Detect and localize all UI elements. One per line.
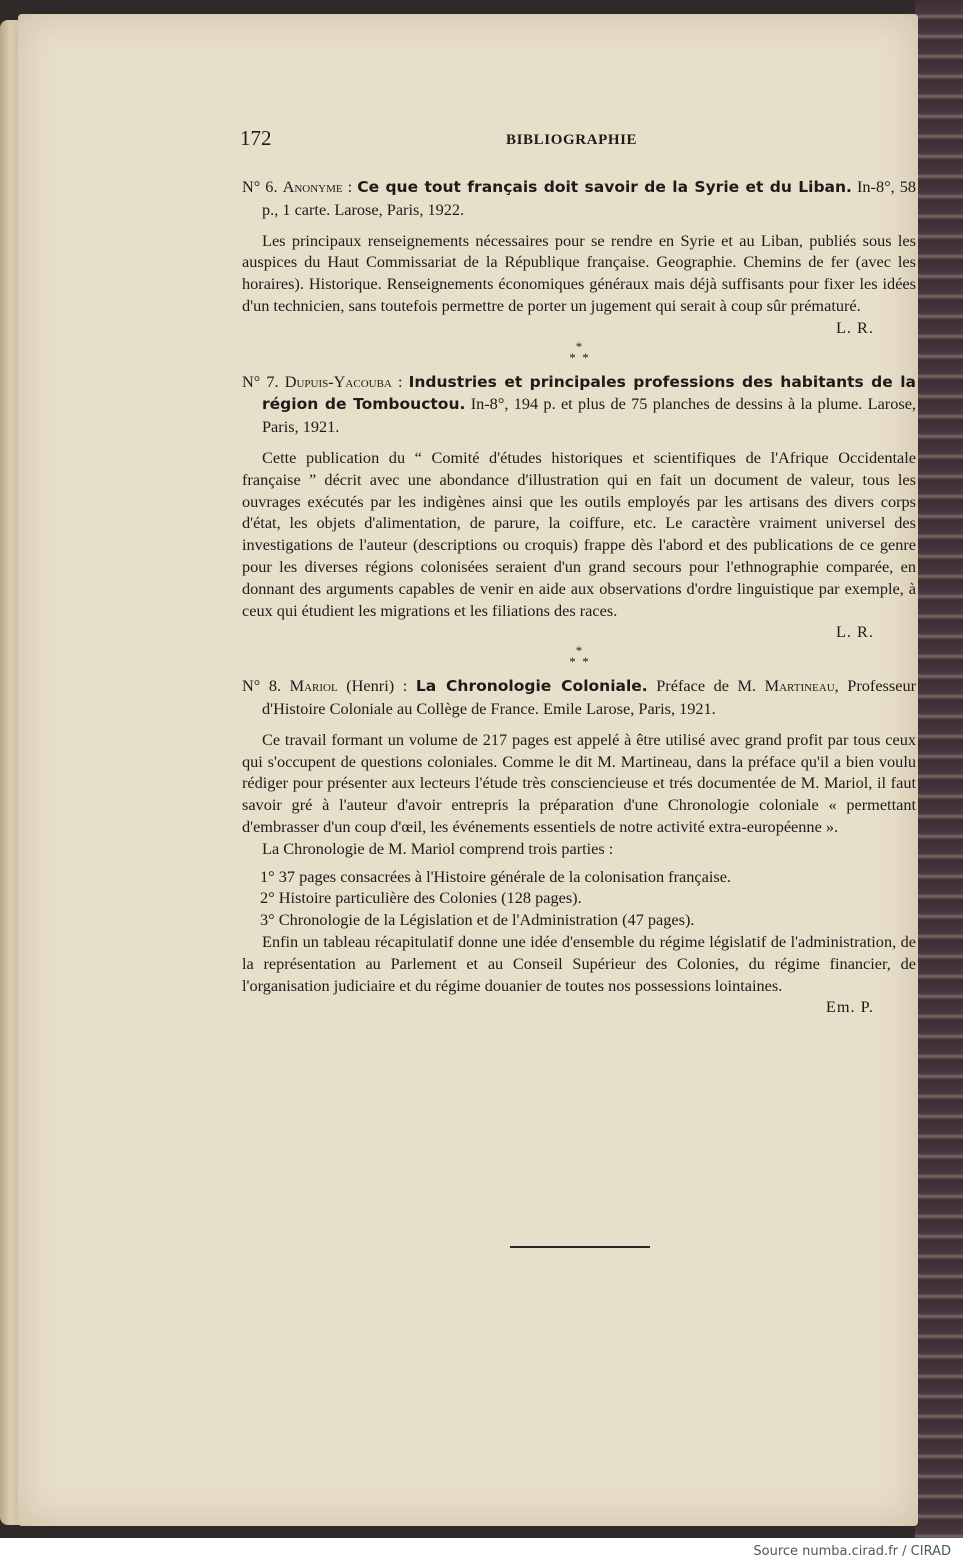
review-paragraph: Ce travail formant un volume de 217 pages est appelé à être utilisé avec grand profit par tous ceux qui s'occupent de questions coloniales. Comme le dit M. Martineau, dans la préface qu'il a bien voulu rédiger pour présenter aux lecteurs l'étude très consciencieuse et trés documentée de M. Mariol, il faut savoir gré à l'auteur d'avoir entrepris la préparation d'une Chronologie coloniale « permettant d'embrasser d'un coup d'œil, les événements essentiels de notre activité extra-européenne ». — [242, 729, 916, 836]
entry-title: Ce que tout français doit savoir de la Syrie et du Liban. — [357, 178, 852, 196]
entry-author: Anonyme — [282, 177, 343, 196]
reviewer-signature: Em. P. — [825, 997, 874, 1017]
entry-separator: : — [394, 676, 416, 696]
entry-title: Industries et principales professions des habitants de la région de Tombouctou. — [262, 372, 916, 414]
reviewer-signature: L. R. — [835, 622, 874, 642]
review-paragraph: Cette publication du “ Comité d'études historiques et scientifiques de l'Afrique Occidentale française ” décrit avec une abondance d'illustration qui en fait un document de valeur, tous les ouvrages exécutés par les indigènes ainsi que les outils employés par les artisans des divers corps d'état, les objets d'alimentation, de parure, la coiffure, etc. Le caractère vraiment universel des investigations de l'auteur (descriptions ou croquis) frappe dès l'abord et des publications de ce genre pour les diverses régions colonisées seraient d'un grand secours pour l'ethnographie comparée, en donnant des arguments capables de venir en aide aux observations d'ordre linguistique par exemple, à ceux qui étudient les migrations et les filiations des races. — [242, 447, 916, 620]
parts-list — [242, 866, 916, 931]
entry-number: N° 8. — [242, 676, 282, 696]
list-item: 3° Chronologie de la Législation et de l'Administration (47 pages). — [260, 910, 695, 930]
entry-author: Mariol — [289, 676, 338, 696]
source-credit: Source numba.cirad.fr / CIRAD — [753, 1544, 951, 1559]
review-paragraph: Les principaux renseignements nécessaires pour se rendre en Syrie et au Liban, publiés sous les auspices du Haut Commissariat de la République française. Geographie. Chemins de fer (avec les horaires). Historique. Renseignements économiques généraux mais déjà suffisants pour fixer les idées d'un technicien, sans toutefois permettre de porter un jugement qui serait à coup sûr prématuré. — [242, 230, 916, 315]
reviewer-signature: L. R. — [835, 317, 874, 337]
list-item: 1° 37 pages consacrées à l'Histoire générale de la colonisation française. — [260, 866, 732, 886]
end-rule — [510, 1246, 650, 1248]
entry-details: , Professeur d'Histoire Coloniale au Collège de France. Emile Larose, Paris, 1921. — [262, 676, 917, 718]
entry-heading — [242, 371, 916, 438]
review-paragraph: La Chronologie de M. Mariol comprend trois parties : — [262, 838, 614, 858]
entry-details: Préface de M. — [647, 676, 765, 696]
entry-author: Dupuis-Yacouba — [284, 371, 392, 391]
running-head — [240, 126, 916, 156]
entry-author-firstname: (Henri) — [337, 676, 395, 696]
list-item: 2° Histoire particulière des Colonies (128 pages). — [260, 888, 582, 908]
entry-details: In-8°, 58 p., 1 carte. Larose, Paris, 1922. — [262, 177, 916, 219]
entry-number: N° 6. — [242, 177, 278, 196]
section-separator: * * * — [569, 643, 589, 670]
book-cover-edge — [915, 0, 963, 1538]
entry-separator: : — [342, 177, 358, 196]
page-number: 172 — [240, 126, 272, 150]
entry-title: La Chronologie Coloniale. — [415, 677, 648, 696]
running-head-title: BIBLIOGRAPHIE — [506, 132, 638, 148]
review-paragraph: Enfin un tableau récapitulatif donne une idée d'ensemble du régime législatif de l'administration, de la représentation au Parlement et au Conseil Supérieur des Colonies, du régime financier, de l'organisation judiciaire et du régime douanier de toutes nos possessions lointaines. — [242, 931, 916, 995]
page-content — [242, 176, 916, 1018]
entry-heading — [242, 176, 916, 221]
entry-heading — [242, 675, 916, 720]
entry-details-name: Martineau — [764, 676, 835, 696]
entry-details: In-8°, 194 p. et plus de 75 planches de dessins à la plume. Larose, Paris, 1921. — [262, 394, 916, 437]
entry-number: N° 7. — [242, 371, 279, 391]
entry-separator: : — [391, 371, 409, 391]
section-separator: * * * — [569, 338, 589, 365]
